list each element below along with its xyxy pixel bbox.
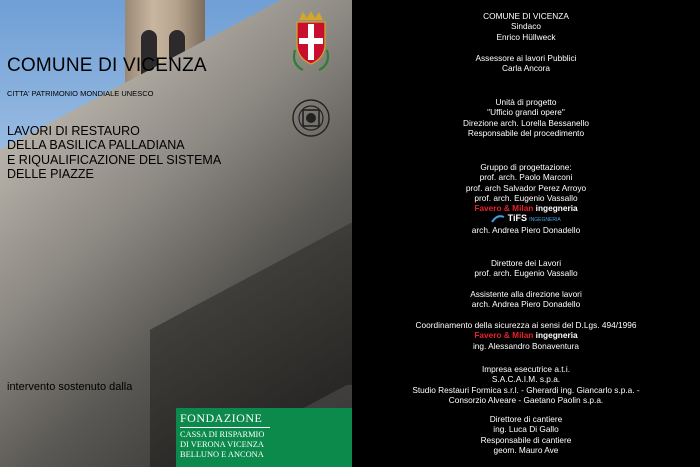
- assessore-block: [352, 53, 700, 74]
- credit-line: Studio Restauri Formica s.r.l. - Gherardi ing. Giancarlo s.p.a. -: [412, 384, 640, 395]
- credit-line: COMUNE DI VICENZA: [483, 11, 569, 21]
- favero-milan-ingegneria: ingegneria: [533, 203, 578, 214]
- assistente-block: [352, 289, 700, 310]
- credit-line: Responsabile del procedimento: [467, 127, 585, 138]
- direttore-block: [352, 258, 700, 279]
- credit-line: Direzione arch. Lorella Bessanello: [463, 117, 589, 128]
- coat-of-arms-icon: [291, 10, 331, 72]
- credit-line: prof. arch. Eugenio Vassallo: [474, 268, 578, 279]
- favero-milan-ingegneria: ingegneria: [533, 330, 578, 341]
- credit-line: Impresa esecutrice a.t.i.: [481, 364, 571, 374]
- fondazione-logo: [176, 408, 352, 467]
- tifs-logo: [352, 213, 700, 225]
- unita-block: [352, 97, 700, 138]
- cantiere-block: [352, 414, 700, 455]
- credit-line: Assistente alla direzione lavori: [470, 289, 582, 299]
- credit-line: Carla Ancora: [502, 63, 550, 74]
- favero-milan-red: Favero & Milan: [474, 203, 534, 214]
- credit-line: ing. Alessandro Bonaventura: [472, 340, 580, 351]
- sindaco-block: [352, 11, 700, 42]
- fondazione-name: [180, 430, 352, 461]
- project-title: [7, 124, 221, 182]
- favero-milan-red: Favero & Milan: [474, 330, 534, 341]
- credit-line: Gruppo di progettazione:: [480, 162, 572, 172]
- credit-line: prof. arch. Eugenio Vassallo: [474, 192, 578, 203]
- tifs-logo-text: TiFS: [507, 213, 527, 224]
- credit-line: Sindaco: [511, 21, 541, 32]
- credit-line: ing. Luca Di Gallo: [493, 424, 559, 435]
- fondazione-title: FONDAZIONE: [180, 411, 270, 428]
- gruppo-block: [352, 162, 700, 236]
- credit-line: geom. Mauro Ave: [493, 444, 559, 455]
- credit-line: Coordinamento della sicurezza ai sensi del D.Lgs. 494/1996: [415, 320, 637, 330]
- project-title-line: E RIQUALIFICAZIONE DEL SISTEMA: [7, 152, 222, 167]
- fondazione-line: BELLUNO E ANCONA: [180, 450, 264, 460]
- favero-milan-logo: [352, 330, 700, 340]
- world-heritage-emblem-icon: [291, 98, 331, 138]
- support-text: intervento sostenuto dalla: [7, 381, 133, 393]
- fondazione-line: CASSA DI RISPARMIO: [180, 430, 265, 439]
- credit-line: arch. Andrea Piero Donadello: [471, 225, 581, 236]
- page-title: COMUNE DI VICENZA: [7, 55, 207, 76]
- credit-line: Direttore di cantiere: [489, 414, 563, 424]
- credit-line: Consorzio Alveare - Gaetano Paolin s.p.a.: [448, 394, 604, 405]
- credit-line: Unità di progetto: [495, 97, 557, 107]
- credit-line: Assessore ai lavori Pubblici: [475, 53, 577, 63]
- tifs-logo-sub: INGEGNERIA: [529, 217, 561, 224]
- credit-line: S.A.C.A.I.M. s.p.a.: [491, 374, 561, 385]
- credit-line: prof. arch. Paolo Marconi: [479, 172, 573, 183]
- credit-line: prof. arch Salvador Perez Arroyo: [465, 182, 587, 193]
- credits-panel: [352, 0, 700, 467]
- coordinamento-block: [352, 320, 700, 351]
- credit-line: Direttore dei Lavori: [490, 258, 562, 268]
- project-title-line: DELLE PIAZZE: [7, 167, 94, 182]
- fondazione-line: DI VERONA VICENZA: [180, 440, 264, 450]
- impresa-block: [352, 364, 700, 405]
- project-title-line: LAVORI DI RESTAURO: [7, 124, 140, 138]
- favero-milan-logo: [352, 203, 700, 213]
- credit-line: Enrico Hüllweck: [496, 31, 556, 42]
- credit-line: arch. Andrea Piero Donadello: [471, 299, 581, 310]
- tifs-swoosh-icon: [491, 214, 505, 224]
- project-title-line: DELLA BASILICA PALLADIANA: [7, 138, 185, 153]
- credit-line: Responsabile di cantiere: [480, 434, 572, 445]
- page-subtitle: CITTA' PATRIMONIO MONDIALE UNESCO: [7, 89, 154, 98]
- credit-line: "Ufficio grandi opere": [487, 107, 565, 118]
